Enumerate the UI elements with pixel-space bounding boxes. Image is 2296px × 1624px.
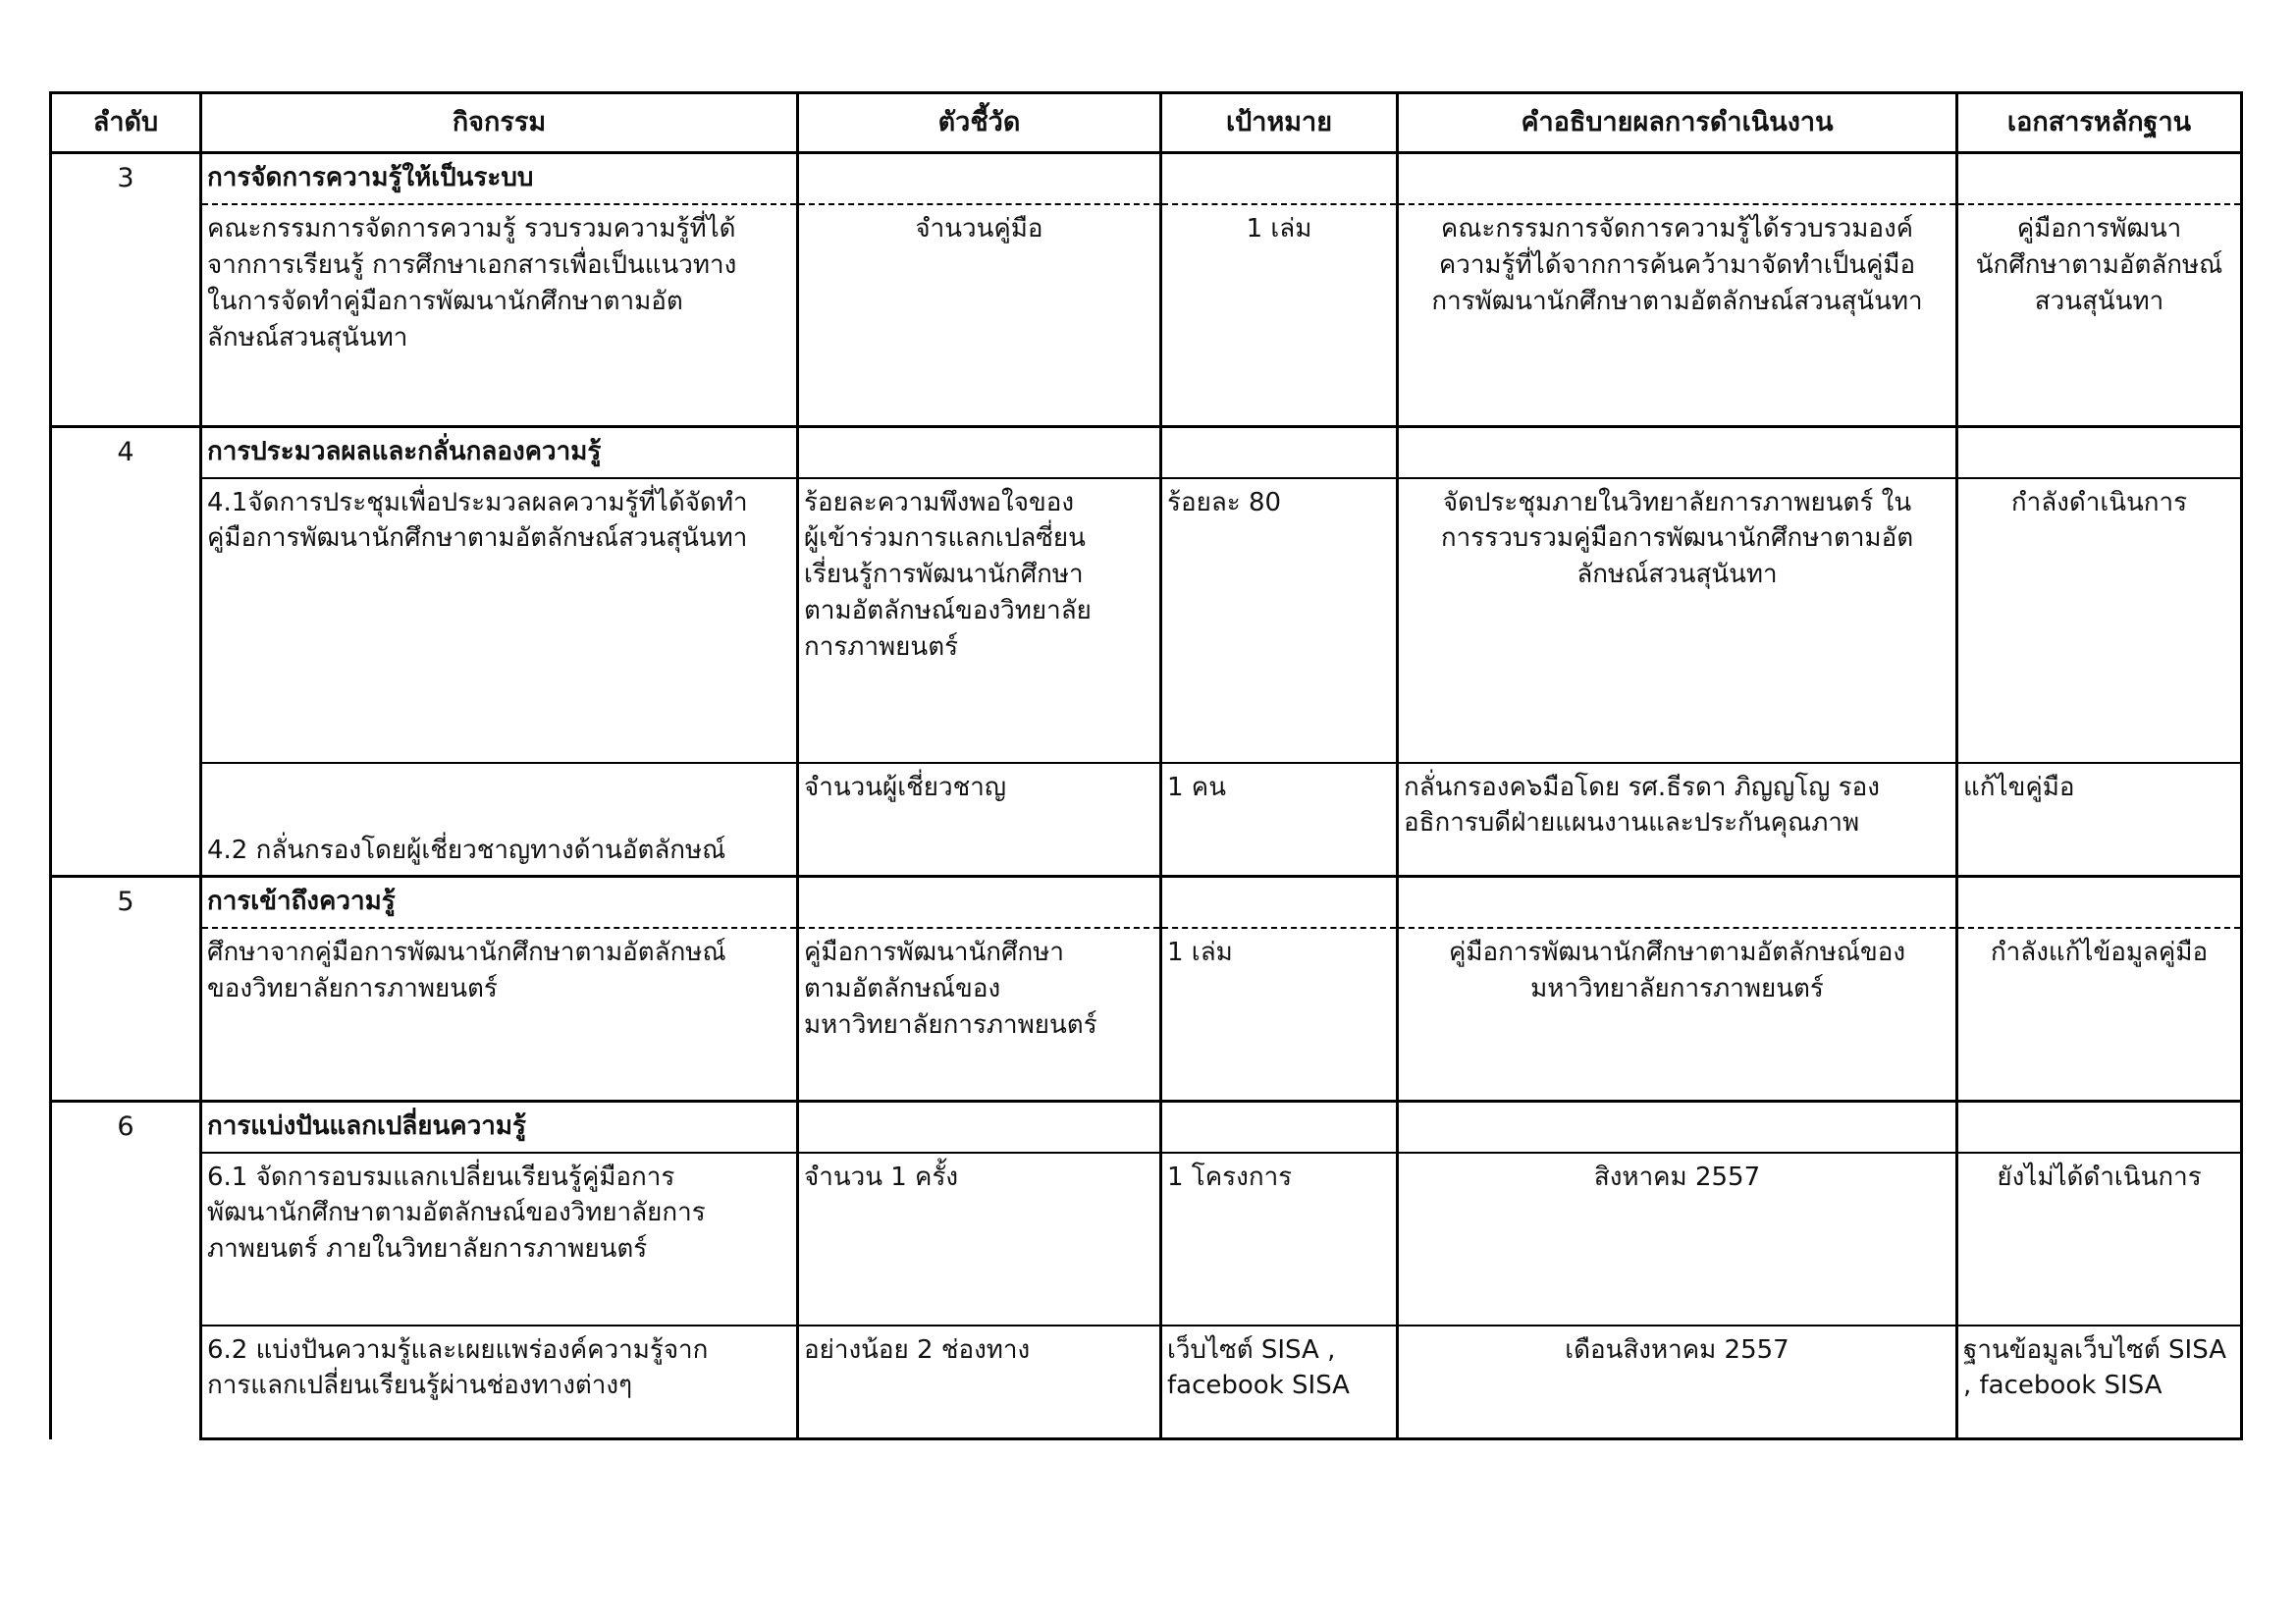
col-header-no: ลำดับ [51, 93, 201, 153]
target-cell: 1 คน [1161, 763, 1398, 877]
result-cell: เดือนสิงหาคม 2557 [1398, 1326, 1957, 1439]
target-cell: เว็บไซต์ SISA , facebook SISA [1161, 1326, 1398, 1439]
table-row [51, 1153, 2242, 1326]
section-number: 4 [51, 426, 201, 877]
table-row [51, 1326, 2242, 1439]
result-cell: สิงหาคม 2557 [1398, 1153, 1957, 1326]
table-row [51, 478, 2242, 763]
evidence-cell: ยังไม่ได้ดำเนินการ [1957, 1153, 2242, 1326]
section-heading-row [51, 153, 2242, 205]
indicator-cell: จำนวนคู่มือ [798, 204, 1161, 426]
kpi-table [49, 91, 2243, 1440]
indicator-cell: ร้อยละความพึงพอใจของ ผู้เข้าร่วมการแลกเปลซี่ยน เรี่ยนรู้การพัฒนานักศึกษา ตามอัตลักษณ์ของวิทยาลัย การภาพยนตร์ [798, 478, 1161, 763]
target-cell: 1 เล่ม [1161, 928, 1398, 1101]
activity-cell: 4.2 กลั่นกรองโดยผู้เชี่ยวชาญทางด้านอัตลักษณ์ [201, 763, 798, 877]
target-cell: 1 โครงการ [1161, 1153, 1398, 1326]
indicator-cell: จำนวนผู้เชี่ยวชาญ [798, 763, 1161, 877]
indicator-cell: จำนวน 1 ครั้ง [798, 1153, 1161, 1326]
section-title: การประมวลผลและกลั่นกลองความรู้ [201, 426, 798, 478]
col-header-evidence: เอกสารหลักฐาน [1957, 93, 2242, 153]
col-header-activity: กิจกรรม [201, 93, 798, 153]
evidence-cell: แก้ไขคู่มือ [1957, 763, 2242, 877]
table-row [51, 204, 2242, 426]
result-cell: จัดประชุมภายในวิทยาลัยการภาพยนตร์ ใน การรวบรวมคู่มือการพัฒนานักศึกษาตามอัต ลักษณ์สวนสุนันทา [1398, 478, 1957, 763]
result-cell: กลั่นกรองค๖มือโดย รศ.ธีรดา ภิญญโญ รอง อธิการบดีฝ่ายแผนงานและประกันคุณภาพ [1398, 763, 1957, 877]
section-heading-row [51, 426, 2242, 478]
section-number: 6 [51, 1101, 201, 1439]
indicator-cell: อย่างน้อย 2 ช่องทาง [798, 1326, 1161, 1439]
col-header-target: เป้าหมาย [1161, 93, 1398, 153]
target-cell: 1 เล่ม [1161, 204, 1398, 426]
activity-cell: 6.1 จัดการอบรมแลกเปลี่ยนเรียนรู้คู่มือการ พัฒนานักศึกษาตามอัตลักษณ์ของวิทยาลัยการ ภาพยนตร์ ภายในวิทยาลัยการภาพยนตร์ [201, 1153, 798, 1326]
target-cell: ร้อยละ 80 [1161, 478, 1398, 763]
section-title: การแบ่งปันแลกเปลี่ยนความรู้ [201, 1101, 798, 1153]
section-heading-row [51, 1101, 2242, 1153]
header-row [51, 93, 2242, 153]
result-cell: คู่มือการพัฒนานักศึกษาตามอัตลักษณ์ของ มหาวิทยาลัยการภาพยนตร์ [1398, 928, 1957, 1101]
table-row [51, 928, 2242, 1101]
activity-cell: 4.1จัดการประชุมเพื่อประมวลผลความรู้ที่ได้จัดทำ คู่มือการพัฒนานักศึกษาตามอัตลักษณ์สวนสุนันทา [201, 478, 798, 763]
result-cell: คณะกรรมการจัดการความรู้ได้รวบรวมองค์ ความรู้ที่ได้จากการค้นคว้ามาจัดทำเป็นคู่มือ การพัฒนานักศึกษาตามอัตลักษณ์สวนสุนันทา [1398, 204, 1957, 426]
indicator-cell: คู่มือการพัฒนานักศึกษา ตามอัตลักษณ์ของ มหาวิทยาลัยการภาพยนตร์ [798, 928, 1161, 1101]
section-number: 3 [51, 153, 201, 427]
evidence-cell: ฐานข้อมูลเว็บไซต์ SISA , facebook SISA [1957, 1326, 2242, 1439]
section-title: การจัดการความรู้ให้เป็นระบบ [201, 153, 798, 205]
activity-cell: ศึกษาจากคู่มือการพัฒนานักศึกษาตามอัตลักษณ์ ของวิทยาลัยการภาพยนตร์ [201, 928, 798, 1101]
activity-cell: คณะกรรมการจัดการความรู้ รวบรวมความรู้ที่ได้ จากการเรียนรู้ การศึกษาเอกสารเพื่อเป็นแนวทาง ในการจัดทำคู่มือการพัฒนานักศึกษาตามอัต ลักษณ์สวนสุนันทา [201, 204, 798, 426]
section-number: 5 [51, 877, 201, 1102]
activity-cell: 6.2 แบ่งปันความรู้และเผยแพร่องค์ความรู้จาก การแลกเปลี่ยนเรียนรู้ผ่านช่องทางต่างๆ [201, 1326, 798, 1439]
col-header-indicator: ตัวชี้วัด [798, 93, 1161, 153]
evidence-cell: กำลังแก้ไข้อมูลคู่มือ [1957, 928, 2242, 1101]
evidence-cell: คู่มือการพัฒนา นักศึกษาตามอัตลักษณ์ สวนสุนันทา [1957, 204, 2242, 426]
section-heading-row [51, 877, 2242, 929]
col-header-result: คำอธิบายผลการดำเนินงาน [1398, 93, 1957, 153]
section-title: การเข้าถึงความรู้ [201, 877, 798, 929]
evidence-cell: กำลังดำเนินการ [1957, 478, 2242, 763]
table-row [51, 763, 2242, 877]
